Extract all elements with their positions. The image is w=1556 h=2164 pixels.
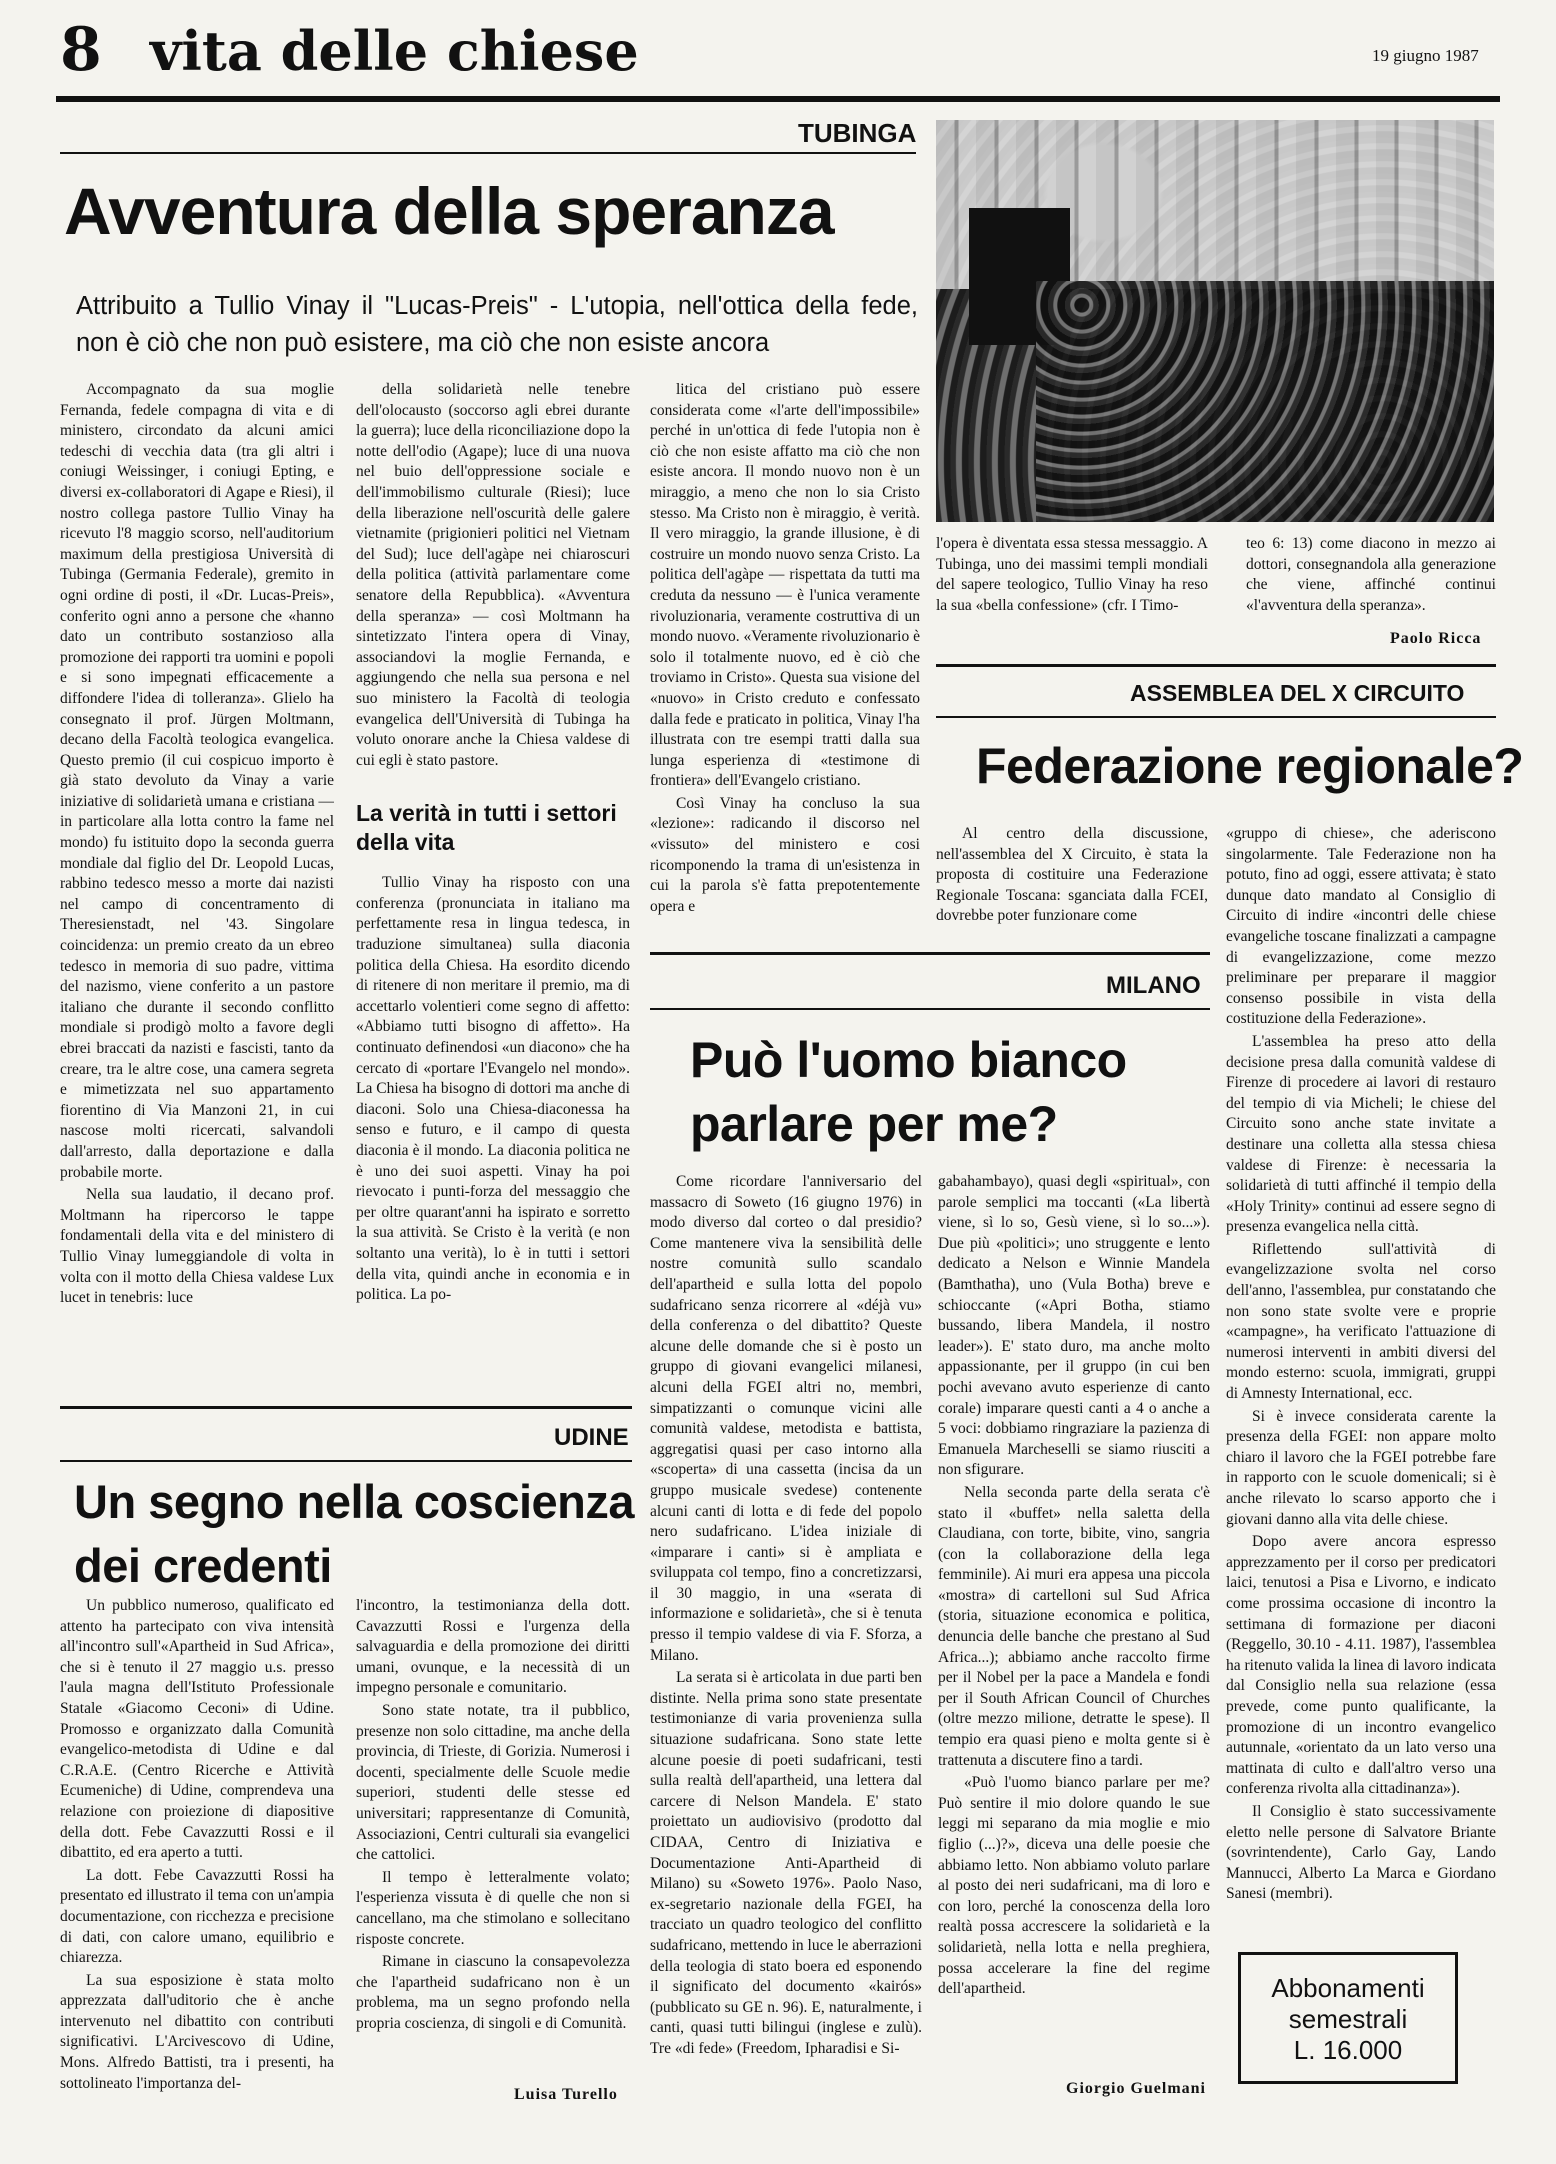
headline: Un segno nella coscienza dei credenti [74, 1475, 635, 1592]
paragraph: della solidarietà nelle tenebre dell'olocausto (soccorso agli ebrei durante la guerra); luce della riconciliazione dopo la notte dell'odio (Agape); luce di una nuova nel buio dell'oppressione sociale e dell'immobilismo culturale (Riesi); luce della liberazione nell'oscurità delle galere vietnamite (prigionieri politici nel Vietnam del Sud); luce dell'agàpe nei chiaroscuri della politica (attività parlamentare come senatore della Repubblica). «Avventura della speranza» — così Moltmann ha sintetizzato l'intera opera di Vinay, associandovi la moglie Fernanda, e aggiungendo che nella sua persona e nel suo ministero la Facoltà di teologia evangelica dell'Università di Tubinga ha voluto onorare anche la Chiesa valdese di cui egli è stato pastore. [356, 381, 630, 769]
divider [650, 1008, 1210, 1010]
paragraph: La serata si è articolata in due parti ben distinte. Nella prima sono state presentate testimonianze di varia provenienza sulla situazione sudafricana. Sono state lette alcune poesie di poeti sudafricani, testi sulla realtà dell'apartheid, una lettera dal carcere di Nelson Mandela. E' stato proiettato un audiovisivo (prodotto dal CIDAA, Centro di Iniziativa e Documentazione Anti-Apartheid di Milano) su «Soweto 1976». Paolo Naso, ex-segretario nazionale della FGEI, ha tracciato un quadro teologico del conflitto sudafricano, mettendo in luce le aberrazioni della teologia di stato boera ed esponendo il significato del documento «kairós» (pubblicato su GE n. 96). E, naturalmente, i canti, quasi tutti bilingui (inglese e zulù). Tre «di fede» (Freedom, Ipharadisi e Si- [650, 1669, 922, 2057]
paragraph: Dopo avere ancora espresso apprezzamento per il corso per predicatori laici, tenutosi a Pisa e Livorno, e indicato come prossima occasione di incontro la settimana di formazione per diaconi (Reggello, 30.10 - 4.11. 1987), l'assemblea ha ritenuto valida la linea di lavoro indicata dal Consiglio nella sua relazione (essa prevede, come punto qualificante, la promozione di un incontro evangelico autunnale, «orientato da un lato verso una mattinata di culto e dall'altro verso una conferenza rivolta alla cittadinanza»). [1226, 1533, 1496, 1798]
headline: Avventura della speranza [64, 174, 834, 248]
paragraph: La sua esposizione è stata molto apprezzata dall'uditorio che è anche intervenuto nel dibattito con contributi significativi. L'Arcivescovo di Udine, Mons. Alfredo Battisti, tra i presenti, ha sottolineato l'importanza del- [60, 1971, 334, 2092]
location-label: TUBINGA [798, 118, 917, 148]
paragraph: Accompagnato da sua moglie Fernanda, fedele compagna di vita e di ministero, circondato da alcuni amici tedeschi di vecchia data (tra gli altri i coniugi Weissinger, i coniugi Epting, e diversi ex-collaboratori di Agape e Riesi), il nostro collega pastore Tullio Vinay ha ricevuto l'8 maggio scorso, nell'auditorium maximum della prestigiosa Università di Tubinga (Germania Federale), gremito in ogni ordine di posti, il «Dr. Lucas-Preis», conferito ogni anno a persone che «hanno dato un contributo sostanzioso alla promozione dei rapporti tra uomini e popoli e si sono impegnati efficacemente a diffondere l'idea di tolleranza». Glielo ha consegnato il prof. Jürgen Moltmann, decano della Facoltà teologica evangelica. Questo premio (il cui cospicuo importo è già stato devoluto da Vinay a varie iniziative di solidarietà umana e cristiana — in particolare alla lotta contro la fame nel mondo) fu istituito dopo la seconda guerra mondiale dal figlio del Dr. Leopold Lucas, rabbino tedesco messo a morte dai nazisti nel campo di concentramento di Theresienstadt, nel '43. Singolare coincidenza: un premio creato da un ebreo tedesco in memoria di suo padre, vittima del nazismo, viene conferito a un pastore italiano che durante il secondo conflitto mondiale si prodigò molto a favore degli ebrei braccati da nazisti e fascisti, tanto da creare, tra le altre cose, una camera segreta e mimetizzata nel suo appartamento fiorentino di Via Manzoni 21, in cui nascose molti ricercati, salvandoli dall'arresto, dalla deportazione e dalla probabile morte. [60, 381, 334, 1181]
masthead-rule [56, 96, 1500, 102]
divider [60, 1406, 632, 1409]
section-title: vita delle chiese [150, 19, 639, 83]
paragraph: Rimane in ciascuno la consapevolezza che l'apartheid sudafricano non è un problema, ma un segno profondo nella propria coscienza, di singoli e di Comunità. [356, 1953, 630, 2032]
article-column [60, 1596, 334, 2116]
paragraph: Nella seconda parte della serata c'è stato il «buffet» nella saletta della Claudiana, con torte, bibite, vino, sangria (con la collaborazione della lega femminile). Ai muri era appesa una piccola «mostra» di cartelloni sul Sud Africa (storia, situazione economica e politica, denuncia delle banche che prestano al Sud Africa...); abbiamo anche raccolto firme per il Nobel per la pace a Mandela e fondi per il South African Council of Churches (oltre mezzo milione, detratte le spese). Il tempio era quasi pieno e molta gente si è trattenuta a discutere fino a tardi. [938, 1483, 1210, 1769]
page-number: 8 [60, 15, 102, 85]
headline: Può l'uomo bianco parlare per me? [690, 1032, 1127, 1152]
paragraph: «gruppo di chiese», che aderiscono singolarmente. Tale Federazione non ha potuto, fino ad oggi, essere attivata; è stato dunque dato mandato al Consiglio di Circuito di indire «incontri delle chiese evangeliche toscane finalizzati a campagne di evangelizzazione, come mezzo preliminare per preparare il maggior consenso possibile in vista della costituzione della Federazione». [1226, 825, 1496, 1028]
paragraph: gabahambayo), quasi degli «spiritual», con parole semplici ma toccanti («La libertà viene, sì lo so, Gesù viene, sì lo so...»). Due più «politici»; uno struggente e lento dedicato a Nelson e Winnie Mandela (Bamthatha), uno (Vula Botha) breve e schioccante («Apri Botha, stiamo bussando, libera Mandela, il nostro leader»). E' stato duro, ma anche molto appassionante, per il gruppo (in cui ben pochi avevano avuto esperienze di canto corale) imparare questi canti a 4 o anche a 5 voci: dobbiamo ringraziare la pazienza di Emanuela Marcheselli se siamo riusciti a non sfigurare. [938, 1173, 1210, 1479]
paragraph: Un pubblico numeroso, qualificato ed attento ha partecipato con viva intensità all'incontro sull'«Apartheid in Sud Africa», che si è tenuto il 27 maggio u.s. presso l'aula magna dell'Istituto Professionale Statale «Giacomo Ceconi» di Udine. Promosso e organizzato dalla Comunità evangelico-metodista di Udine e dal C.R.A.E. (Centro Ricerche e Attività Ecumeniche) di Udine, comprendeva una relazione con proiezione di diapositive della dott. Febe Cavazzutti Rossi e il dibattito, ed era aperto a tutti. [60, 1597, 334, 1862]
paragraph: l'incontro, la testimonianza della dott. Cavazzutti Rossi e l'urgenza della salvaguardia e della promozione dei diritti umani, ovunque, e la necessità di un impegno personale e comunitario. [356, 1597, 630, 1697]
news-photo [936, 120, 1494, 522]
article-column [938, 1172, 1210, 2072]
paragraph: L'assemblea ha preso atto della decisione presa dalla comunità valdese di Firenze di procedere ai lavori di restauro del tempio di via Micheli; le chiese del Circuito sono anche state invitate a destinare una colletta alla stessa chiesa valdese di Firenze: è necessaria la solidarietà di tutti affinché il tempio della «Holy Trinity» continui ad essere segno di presenza evangelica nella città. [1226, 1032, 1496, 1236]
subheadline: Attribuito a Tullio Vinay il "Lucas-Preis" - L'utopia, nell'ottica della fede, non è ciò che non può esistere, ma ciò che non esiste ancora [76, 292, 918, 357]
article-column [60, 380, 334, 1374]
divider [936, 664, 1496, 667]
paragraph: «Può l'uomo bianco parlare per me? Può sentire il mio dolore quando le sue leggi mi separano da mia moglie e mio figlio (...)?», diceva una delle poesie che abbiamo letto. Non abbiamo voluto parlare al posto dei neri sudafricani, ma di loro e con loro, perché la conoscenza della loro realtà possa accrescere la solidarietà e la solidarietà, nella lotta e nella preghiera, possa accelerare la fine del regime dell'apartheid. [938, 1774, 1210, 1998]
divider [60, 152, 916, 154]
location-label: UDINE [554, 1424, 629, 1451]
author-signature: Giorgio Guelmani [1066, 2080, 1206, 2097]
paragraph: litica del cristiano può essere considerata come «l'arte dell'impossibile» perché in un'ottica di fede l'utopia non è ciò che non esiste affatto ma ciò che non esiste ancora. Il mondo nuovo non è un miraggio, a meno che non lo sia Cristo stesso. Ma Cristo non è miraggio, è verità. Il vero miraggio, la grande illusione, è di costruire un mondo nuovo senza Cristo. La politica dell'agàpe — rispettata da tutti ma creduta da nessuno — è l'unica veramente rivoluzionaria, veramente costruttiva di un mondo nuovo. «Veramente rivoluzionario è solo il totalmente nuovo, ed è ciò che troviamo in Cristo». Questa sua visione del «nuovo» in Cristo creduto e confessato dalla fede e praticato in politica, Vinay l'ha illustrata con tre esempi tratti dalla sua lunga esperienza di «testimone di frontiera» dell'Evangelo cristiano. [650, 381, 920, 790]
subscription-line: Abbonamenti [1271, 1973, 1425, 2003]
paragraph: Come ricordare l'anniversario del massacro di Soweto (16 giugno 1976) in modo diverso dal corteo o dal presidio? Come mantenere viva la sensibilità delle nostre comunità sullo scandalo dell'apartheid e sulla lotta del popolo sudafricano senza ricorrere al «déjà vu» della conferenza o del dibattito? Queste alcune delle domande che si è posto un gruppo di giovani evangelici milanesi, alcuni della FGEI altri no, membri, simpatizzanti o comunque vicini alle comunità valdese, metodista e battista, aggregatisi quasi per caso intorno alla «scoperta» di una cassetta (incisa da un gruppo musicale svedese) contenente alcuni canti di lotta e di fede del popolo nero sudafricano. L'idea iniziale di «imparare i canti» si è ampliata e sviluppata col tempo, fino a concretizzarsi, il 30 maggio, in una «serata di informazione e solidarietà», che si è tenuta presso il tempio valdese di via F. Sforza, a Milano. [650, 1173, 922, 1664]
paragraph: Si è invece considerata carente la presenza della FGEI: non appare molto chiaro il lavoro che la FGEI potrebbe fare in rapporto con le scuole domenicali; si è anche rilevato lo scarso apporto che i giovani danno alla vita delle chiese. [1226, 1407, 1496, 1528]
paragraph: Riflettendo sull'attività di evangelizzazione svolta nel corso dell'anno, l'assemblea, pur constatando che non sono state svolte vere e proprie «campagne», ha verificato l'attuazione di numerosi interventi in ambiti diversi del mondo esterno: scuola, immigrati, gruppi di Amnesty International, ecc. [1226, 1240, 1496, 1403]
paragraph: Sono state notate, tra il pubblico, presenze non solo cittadine, ma anche della provincia, di Trieste, di Gorizia. Numerosi i docenti, specialmente delle Scuole medie superiori, studenti delle stesse ed universitari; rappresentanze di Comunità, Associazioni, Centri culturali sia evangelici che cattolici. [356, 1701, 630, 1864]
divider [60, 1460, 632, 1462]
paragraph: Il tempo è letteralmente volato; l'esperienza vissuta è di quelle che non si cancellano, ma che stimolano e sollecitano risposte concrete. [356, 1868, 630, 1948]
paragraph: l'opera è diventata essa stessa messaggio. A Tubinga, uno dei massimi templi mondiali del sapere teologico, Tullio Vinay ha reso la sua «bella confessione» (cfr. I Timo- [936, 535, 1208, 614]
article-column [356, 380, 630, 1372]
headline: Federazione regionale? [976, 738, 1524, 794]
article-column [1246, 534, 1496, 618]
author-signature: Paolo Ricca [1390, 630, 1482, 647]
author-signature: Luisa Turello [514, 2086, 618, 2103]
paragraph: Così Vinay ha concluso la sua «lezione»: radicando il discorso nel «vissuto» del ministero e cosi ricomponendo la trama di un'esistenza in cui la parola s'è fatta prepotentemente opera e [650, 794, 920, 915]
subscription-box [1238, 1952, 1458, 2084]
article-column [1226, 824, 1496, 1926]
location-label: ASSEMBLEA DEL X CIRCUITO [1130, 680, 1465, 706]
article-column [650, 380, 920, 936]
paragraph: La dott. Febe Cavazzutti Rossi ha presentato ed illustrato il tema con un'ampia documentazione, con ricchezza e precisione di dati, con calore umano, equilibrio e chiarezza. [60, 1866, 334, 1967]
divider [650, 952, 1210, 955]
paragraph: Nella sua laudatio, il decano prof. Moltmann ha ripercorso le tappe fondamentali della vita e del ministero di Tullio Vinay lumeggiandole di volta in volta con il motto della Chiesa valdese Lux lucet in tenebris: luce [60, 1186, 334, 1307]
article-column [650, 1172, 922, 2092]
divider [936, 716, 1496, 718]
issue-date: 19 giugno 1987 [1372, 46, 1479, 65]
subheading: La verità in tutti i settori della vita [356, 800, 617, 856]
paragraph: Tullio Vinay ha risposto con una conferenza (pronunciata in italiano ma perfettamente resa in lingua tedesca, in traduzione simultanea) sulla diaconia politica della Chiesa. Ha esordito dicendo di ritenere di non meritare il premio, ma di accettarlo volentieri come segno di affetto: «Abbiamo tutti bisogno di affetto». Ha continuato definendosi «un diacono» che ha cercato di «portare l'Evangelo nel mondo». La Chiesa ha bisogno di dottori ma anche di diaconi. Solo una Chiesa-diaconessa ha senso e futuro, e il campo di questa diaconia è il mondo. La diaconia politica ne è uno dei suoi aspetti. Vinay ha poi rievocato i punti-forza del messaggio che per oltre quarant'anni ha ispirato e sorretto la sua attività. Se Cristo è la verità (e non soltanto una verità), lo è in tutti i settori della vita, quindi anche in economia e in politica. La po- [356, 874, 630, 1304]
paragraph: Al centro della discussione, nell'assemblea del X Circuito, è stata la proposta di costituire una Federazione Regionale Toscana: sganciata dalla FCEI, dovrebbe poter funzionare come [936, 825, 1208, 925]
article-column [936, 534, 1208, 646]
location-label: MILANO [1106, 972, 1201, 999]
paragraph: Il Consiglio è stato successivamente eletto nelle persone di Salvatore Briante (sovrintendente), Carlo Gay, Lando Mannucci, Alberto La Marca e Giordano Sanesi (membri). [1226, 1802, 1496, 1903]
subscription-line: semestrali [1288, 2004, 1408, 2034]
article-column [356, 1596, 630, 2050]
paragraph: teo 6: 13) come diacono in mezzo ai dottori, consegnandola alla generazione che viene, affinché continui «l'avventura della speranza». [1246, 535, 1496, 614]
article-column [936, 824, 1208, 932]
subscription-price: L. 16.000 [1293, 2035, 1403, 2065]
